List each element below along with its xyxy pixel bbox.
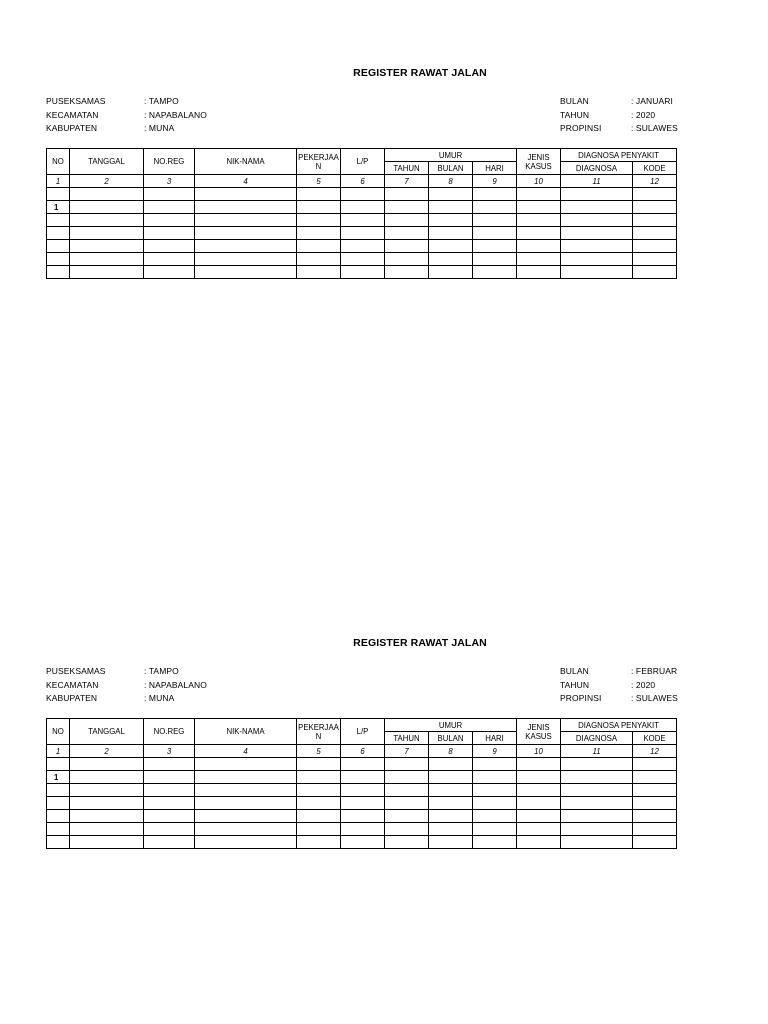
register-februari — [0, 570, 768, 870]
table-row — [47, 214, 677, 227]
table-row — [47, 188, 677, 201]
column-number: 9 — [473, 175, 517, 188]
register-table — [46, 148, 677, 279]
column-number-row — [47, 745, 677, 758]
col-header-lp: L/P — [341, 719, 385, 745]
col-header-no: NO — [47, 719, 70, 745]
field-value-tahun: : 2020 — [631, 680, 656, 690]
field-label-tahun: TAHUN — [560, 680, 590, 690]
col-header-tahun: TAHUN — [385, 162, 429, 175]
col-header-tanggal: TANGGAL — [70, 719, 144, 745]
column-number: 5 — [297, 175, 341, 188]
register-januari — [0, 0, 768, 300]
field-label-puskesmas: PUSEKSAMAS — [46, 666, 106, 676]
field-value-kecamatan: : NAPABALANO — [144, 110, 207, 120]
row-number: 1 — [47, 201, 70, 214]
table-row — [47, 823, 677, 836]
col-header-tanggal: TANGGAL — [70, 149, 144, 175]
column-number: 7 — [385, 745, 429, 758]
column-number: 1 — [47, 175, 70, 188]
col-header-pekerjaan: PEKERJAA N — [297, 149, 341, 175]
col-header-diagnosa-penyakit: DIAGNOSA PENYAKIT — [561, 149, 677, 162]
col-header-lp: L/P — [341, 149, 385, 175]
column-number: 2 — [70, 745, 144, 758]
column-number: 1 — [47, 745, 70, 758]
field-label-tahun: TAHUN — [560, 110, 590, 120]
col-header-diagnosa: DIAGNOSA — [561, 732, 633, 745]
column-number: 8 — [429, 175, 473, 188]
table-row — [47, 784, 677, 797]
field-value-puskesmas: : TAMPO — [144, 666, 179, 676]
field-value-propinsi: : SULAWES — [631, 693, 678, 703]
register-title: REGISTER RAWAT JALAN — [353, 67, 487, 79]
column-number: 4 — [195, 175, 297, 188]
field-label-kabupaten: KABUPATEN — [46, 123, 98, 133]
register-title: REGISTER RAWAT JALAN — [353, 637, 487, 649]
column-number: 6 — [341, 175, 385, 188]
field-label-propinsi: PROPINSI — [560, 123, 602, 133]
col-header-tahun: TAHUN — [385, 732, 429, 745]
col-header-kode: KODE — [633, 162, 677, 175]
column-number: 11 — [561, 745, 633, 758]
field-label-puskesmas: PUSEKSAMAS — [46, 96, 106, 106]
column-number: 5 — [297, 745, 341, 758]
column-number: 4 — [195, 745, 297, 758]
field-label-bulan: BULAN — [560, 96, 589, 106]
field-value-puskesmas: : TAMPO — [144, 96, 179, 106]
column-number: 2 — [70, 175, 144, 188]
column-number-row — [47, 175, 677, 188]
table-row — [47, 253, 677, 266]
col-header-diagnosa-penyakit: DIAGNOSA PENYAKIT — [561, 719, 677, 732]
column-number: 10 — [517, 175, 561, 188]
table-row — [47, 266, 677, 279]
field-label-kecamatan: KECAMATAN — [46, 680, 99, 690]
col-header-hari: HARI — [473, 162, 517, 175]
field-value-tahun: : 2020 — [631, 110, 656, 120]
col-header-jenis-kasus: JENIS KASUS — [517, 149, 561, 175]
table-row — [47, 771, 677, 784]
table-row — [47, 836, 677, 849]
col-header-umur: UMUR — [385, 719, 517, 732]
col-header-jenis-kasus: JENIS KASUS — [517, 719, 561, 745]
col-header-bulan: BULAN — [429, 732, 473, 745]
column-number: 6 — [341, 745, 385, 758]
column-number: 9 — [473, 745, 517, 758]
column-number: 7 — [385, 175, 429, 188]
field-label-kecamatan: KECAMATAN — [46, 110, 99, 120]
col-header-kode: KODE — [633, 732, 677, 745]
field-label-propinsi: PROPINSI — [560, 693, 602, 703]
table-row — [47, 227, 677, 240]
field-value-propinsi: : SULAWES — [631, 123, 678, 133]
table-row — [47, 758, 677, 771]
field-value-bulan: : JANUARI — [631, 96, 673, 106]
row-number: 1 — [47, 771, 70, 784]
column-number: 10 — [517, 745, 561, 758]
col-header-pekerjaan: PEKERJAA N — [297, 719, 341, 745]
column-number: 11 — [561, 175, 633, 188]
column-number: 12 — [633, 745, 677, 758]
column-number: 3 — [144, 745, 195, 758]
col-header-noreg: NO.REG — [144, 719, 195, 745]
col-header-umur: UMUR — [385, 149, 517, 162]
col-header-bulan: BULAN — [429, 162, 473, 175]
field-value-bulan: : FEBRUAR — [631, 666, 678, 676]
field-value-kecamatan: : NAPABALANO — [144, 680, 207, 690]
field-value-kabupaten: : MUNA — [144, 693, 175, 703]
field-label-kabupaten: KABUPATEN — [46, 693, 98, 703]
table-row — [47, 201, 677, 214]
table-row — [47, 797, 677, 810]
col-header-diagnosa: DIAGNOSA — [561, 162, 633, 175]
col-header-no: NO — [47, 149, 70, 175]
field-value-kabupaten: : MUNA — [144, 123, 175, 133]
column-number: 8 — [429, 745, 473, 758]
table-row — [47, 810, 677, 823]
register-table — [46, 718, 677, 849]
col-header-hari: HARI — [473, 732, 517, 745]
col-header-noreg: NO.REG — [144, 149, 195, 175]
col-header-niknama: NIK-NAMA — [195, 149, 297, 175]
column-number: 12 — [633, 175, 677, 188]
col-header-niknama: NIK-NAMA — [195, 719, 297, 745]
field-label-bulan: BULAN — [560, 666, 589, 676]
column-number: 3 — [144, 175, 195, 188]
table-row — [47, 240, 677, 253]
